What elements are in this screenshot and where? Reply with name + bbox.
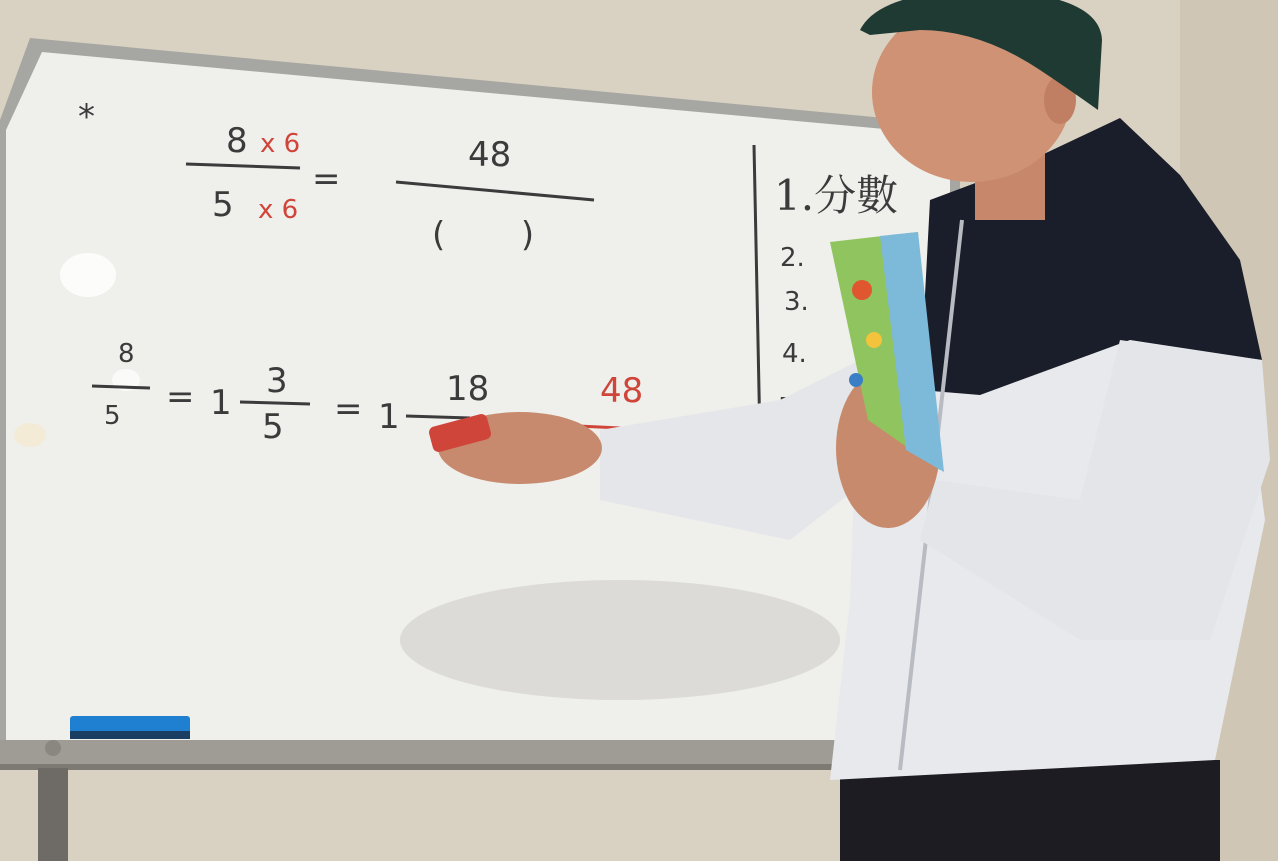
- sidebar-item-4: 4.: [782, 339, 807, 369]
- eraser-base: [70, 731, 190, 739]
- eq2-whole-2: 1: [378, 397, 400, 437]
- eq2-whole-1: 1: [210, 383, 232, 423]
- eq2-equals-1: =: [166, 377, 195, 417]
- eq1-equals: =: [312, 159, 341, 199]
- board-glare: [60, 253, 116, 297]
- board-tray: [0, 740, 870, 768]
- eq2-partial-top: 18: [446, 369, 490, 409]
- workbook-illustration-2: [866, 332, 882, 348]
- sidebar-title: 1.分數: [774, 171, 899, 220]
- eq2-fraction-top: 3: [266, 361, 288, 401]
- eq1-numerator-base: 8: [226, 121, 248, 161]
- eq2-fraction-bar: [240, 402, 310, 404]
- sidebar-item-3: 3.: [784, 287, 809, 317]
- workbook-illustration-1: [852, 280, 872, 300]
- eq1-denominator-times: x 6: [258, 195, 299, 225]
- board-tray-edge: [0, 764, 870, 770]
- arm-shadow: [400, 580, 840, 700]
- eq2-partial-bar: [406, 416, 470, 418]
- sidebar-item-2: 2.: [780, 243, 805, 273]
- eq1-numerator-times: x 6: [260, 129, 301, 159]
- eq2-red-top: 48: [600, 371, 644, 411]
- star-mark: *: [78, 97, 95, 137]
- eq2-left-top: 8: [118, 339, 135, 369]
- eq2-left-bottom: 5: [104, 401, 121, 431]
- workbook-illustration-3: [849, 373, 863, 387]
- board-glare-lower: [14, 423, 46, 447]
- eq1-denominator-base: 5: [212, 185, 234, 225]
- eq2-left-bar: [92, 386, 150, 388]
- stand-knob: [45, 740, 61, 756]
- eq1-result-numerator: 48: [468, 135, 512, 175]
- eq2-equals-2: =: [334, 389, 363, 429]
- eq2-fraction-bottom: 5: [262, 407, 284, 447]
- eq1-result-denominator: ( ): [432, 215, 535, 255]
- board-stand-leg: [38, 768, 68, 861]
